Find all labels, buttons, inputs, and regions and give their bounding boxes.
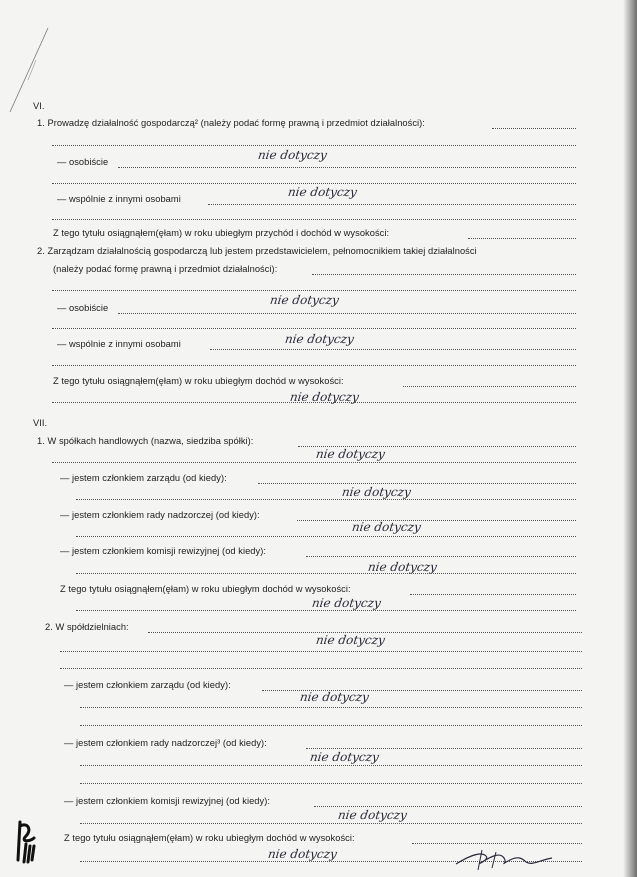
dotted-line <box>52 462 576 463</box>
dotted-line <box>412 843 582 844</box>
dotted-line <box>492 128 576 129</box>
vii-item1-board-label: — jestem członkiem zarządu (od kiedy): <box>60 473 227 483</box>
margin-initials-mark <box>14 816 42 866</box>
handwritten-answer: nie dotyczy <box>341 485 412 499</box>
dotted-line <box>76 610 576 611</box>
section-vi-heading: VI. <box>33 101 45 111</box>
dotted-line <box>52 183 576 184</box>
section-vii-heading: VII. <box>33 418 48 428</box>
vi-item1-income-label: Z tego tytułu osiągnąłem(ęłam) w roku ubiegłym przychód i dochód w wysokości: <box>53 228 390 238</box>
handwritten-answer: nie dotyczy <box>311 596 382 610</box>
dotted-line <box>208 204 576 205</box>
vii-item2-audit-label: — jestem członkiem komisji rewizyjnej (od kiedy): <box>64 796 271 806</box>
vii-item2-board-label: — jestem członkiem zarządu (od kiedy): <box>64 680 231 690</box>
handwritten-answer: nie dotyczy <box>284 332 355 346</box>
dotted-line <box>60 651 582 652</box>
vi-item2-text-line2: (należy podać formę prawną i przedmiot działalności): <box>53 264 278 274</box>
handwritten-answer: nie dotyczy <box>257 148 328 162</box>
vi-item2-income-label: Z tego tytułu osiągnąłem(ęłam) w roku ubiegłym dochód w wysokości: <box>53 376 344 386</box>
dotted-line <box>52 145 576 146</box>
handwritten-answer: nie dotyczy <box>267 847 338 861</box>
scan-shadow-edge <box>623 0 637 877</box>
dotted-line <box>118 313 576 314</box>
handwritten-answer: nie dotyczy <box>367 560 438 574</box>
handwritten-answer: nie dotyczy <box>351 520 422 534</box>
dotted-line <box>76 573 576 574</box>
dotted-line <box>410 594 576 595</box>
vi-item2-individual-label: — osobiście <box>57 303 109 313</box>
dotted-line <box>118 167 576 168</box>
vii-item1-income-label: Z tego tytułu osiągnąłem(ęłam) w roku ubiegłym dochód w wysokości: <box>60 584 351 594</box>
vi-item1-joint-label: — wspólnie z innymi osobami <box>57 194 181 204</box>
dotted-line <box>80 765 582 766</box>
vii-item1-audit-label: — jestem członkiem komisji rewizyjnej (od kiedy): <box>60 546 267 556</box>
dotted-line <box>403 386 576 387</box>
dotted-line <box>297 520 576 521</box>
dotted-line <box>60 668 582 669</box>
vii-item2-text: 2. W spółdzielniach: <box>45 622 129 632</box>
vi-item1-individual-label: — osobiście <box>57 157 109 167</box>
handwritten-answer: nie dotyczy <box>315 633 386 647</box>
vii-item2-supervisory-label: — jestem członkiem rady nadzorczej³ (od kiedy): <box>64 738 267 748</box>
dotted-line <box>52 290 576 291</box>
handwritten-answer: nie dotyczy <box>289 390 360 404</box>
dotted-line <box>312 274 576 275</box>
vii-item1-text: 1. W spółkach handlowych (nazwa, siedziba spółki): <box>37 436 254 446</box>
dotted-line <box>52 219 576 220</box>
handwritten-answer: nie dotyczy <box>269 293 340 307</box>
dotted-line <box>80 707 582 708</box>
dotted-line <box>52 365 576 366</box>
vi-item2-text-line1: 2. Zarządzam działalnością gospodarczą lub jestem przedstawicielem, pełnomocnikiem takiej działalności <box>37 246 477 256</box>
dotted-line <box>258 483 576 484</box>
handwritten-answer: nie dotyczy <box>287 185 358 199</box>
vii-item1-supervisory-label: — jestem członkiem rady nadzorczej (od kiedy): <box>60 510 260 520</box>
vi-item1-text: 1. Prowadzę działalność gospodarczą² (należy podać formę prawną i przedmiot działalności): <box>37 118 425 128</box>
dotted-line <box>306 556 576 557</box>
dotted-line <box>52 402 576 403</box>
dotted-line <box>76 499 576 500</box>
dotted-line <box>314 806 582 807</box>
dotted-line <box>80 725 582 726</box>
handwritten-answer: nie dotyczy <box>299 690 370 704</box>
dotted-line <box>468 238 576 239</box>
dotted-line <box>80 783 582 784</box>
handwritten-signature <box>452 846 562 872</box>
dotted-line <box>52 328 576 329</box>
dotted-line <box>210 349 576 350</box>
handwritten-answer: nie dotyczy <box>337 808 408 822</box>
handwritten-answer: nie dotyczy <box>315 447 386 461</box>
dotted-line <box>80 823 582 824</box>
dotted-line <box>306 748 582 749</box>
handwritten-answer: nie dotyczy <box>309 750 380 764</box>
dotted-line <box>76 536 576 537</box>
vi-item2-joint-label: — wspólnie z innymi osobami <box>57 339 181 349</box>
vii-item2-income-label: Z tego tytułu osiągnąłem(ęłam) w roku ubiegłym dochód w wysokości: <box>64 833 355 843</box>
